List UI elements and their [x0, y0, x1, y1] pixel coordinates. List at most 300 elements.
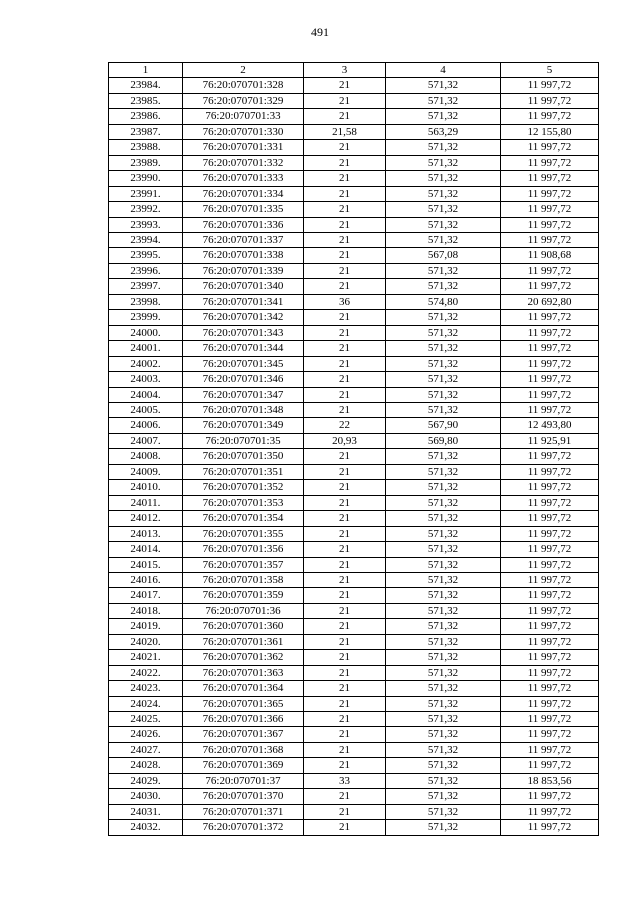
row-number-cell: 24010.: [109, 480, 183, 495]
cadastral-number-cell: 76:20:070701:369: [183, 758, 304, 773]
row-number-cell: 24009.: [109, 464, 183, 479]
area-cell: 21: [304, 634, 386, 649]
total-value-cell: 11 997,72: [501, 279, 599, 294]
row-number-cell: 23995.: [109, 248, 183, 263]
cadastral-number-cell: 76:20:070701:357: [183, 557, 304, 572]
table-row: [109, 495, 599, 510]
table-row: [109, 109, 599, 124]
table-row: [109, 140, 599, 155]
area-cell: 21: [304, 232, 386, 247]
row-number-cell: 23989.: [109, 155, 183, 170]
table-body: [109, 78, 599, 835]
total-value-cell: 11 997,72: [501, 619, 599, 634]
table-row: [109, 820, 599, 835]
row-number-cell: 24001.: [109, 341, 183, 356]
unit-value-cell: 569,80: [386, 433, 501, 448]
table-row: [109, 619, 599, 634]
area-cell: 21: [304, 804, 386, 819]
row-number-cell: 24029.: [109, 773, 183, 788]
area-cell: 21: [304, 712, 386, 727]
cadastral-number-cell: 76:20:070701:356: [183, 542, 304, 557]
table-row: [109, 557, 599, 572]
table-row: [109, 572, 599, 587]
table-header-row: [109, 63, 599, 78]
area-cell: 20,93: [304, 433, 386, 448]
row-number-cell: 24004.: [109, 387, 183, 402]
total-value-cell: 11 997,72: [501, 634, 599, 649]
row-number-cell: 24024.: [109, 696, 183, 711]
area-cell: 21: [304, 341, 386, 356]
total-value-cell: 11 997,72: [501, 542, 599, 557]
area-cell: 21: [304, 186, 386, 201]
row-number-cell: 23987.: [109, 124, 183, 139]
area-cell: 21: [304, 480, 386, 495]
unit-value-cell: 571,32: [386, 341, 501, 356]
row-number-cell: 24007.: [109, 433, 183, 448]
total-value-cell: 11 997,72: [501, 78, 599, 93]
cadastral-number-cell: 76:20:070701:343: [183, 325, 304, 340]
area-cell: 21: [304, 449, 386, 464]
unit-value-cell: 571,32: [386, 202, 501, 217]
unit-value-cell: 571,32: [386, 742, 501, 757]
table-row: [109, 124, 599, 139]
cadastral-number-cell: 76:20:070701:352: [183, 480, 304, 495]
row-number-cell: 23990.: [109, 171, 183, 186]
unit-value-cell: 571,32: [386, 665, 501, 680]
cadastral-number-cell: 76:20:070701:365: [183, 696, 304, 711]
unit-value-cell: 571,32: [386, 603, 501, 618]
unit-value-cell: 571,32: [386, 263, 501, 278]
total-value-cell: 11 997,72: [501, 325, 599, 340]
row-number-cell: 24002.: [109, 356, 183, 371]
area-cell: 21: [304, 557, 386, 572]
row-number-cell: 24014.: [109, 542, 183, 557]
table-row: [109, 773, 599, 788]
table-row: [109, 603, 599, 618]
cadastral-number-cell: 76:20:070701:367: [183, 727, 304, 742]
unit-value-cell: 571,32: [386, 712, 501, 727]
row-number-cell: 24027.: [109, 742, 183, 757]
table-row: [109, 634, 599, 649]
total-value-cell: 11 997,72: [501, 712, 599, 727]
row-number-cell: 24005.: [109, 402, 183, 417]
area-cell: 21: [304, 758, 386, 773]
table-row: [109, 650, 599, 665]
cadastral-number-cell: 76:20:070701:355: [183, 526, 304, 541]
table-row: [109, 727, 599, 742]
cadastral-number-cell: 76:20:070701:340: [183, 279, 304, 294]
total-value-cell: 12 155,80: [501, 124, 599, 139]
row-number-cell: 24025.: [109, 712, 183, 727]
area-cell: 21: [304, 665, 386, 680]
cadastral-number-cell: 76:20:070701:351: [183, 464, 304, 479]
total-value-cell: 11 997,72: [501, 109, 599, 124]
row-number-cell: 24028.: [109, 758, 183, 773]
cadastral-number-cell: 76:20:070701:337: [183, 232, 304, 247]
unit-value-cell: 571,32: [386, 820, 501, 835]
row-number-cell: 24003.: [109, 372, 183, 387]
total-value-cell: 11 997,72: [501, 310, 599, 325]
total-value-cell: 11 925,91: [501, 433, 599, 448]
total-value-cell: 11 997,72: [501, 804, 599, 819]
unit-value-cell: 571,32: [386, 511, 501, 526]
row-number-cell: 23994.: [109, 232, 183, 247]
table-row: [109, 480, 599, 495]
cadastral-number-cell: 76:20:070701:349: [183, 418, 304, 433]
cadastral-number-cell: 76:20:070701:345: [183, 356, 304, 371]
table-row: [109, 310, 599, 325]
area-cell: 21: [304, 526, 386, 541]
unit-value-cell: 571,32: [386, 634, 501, 649]
total-value-cell: 11 997,72: [501, 665, 599, 680]
cadastral-number-cell: 76:20:070701:332: [183, 155, 304, 170]
unit-value-cell: 571,32: [386, 542, 501, 557]
cadastral-number-cell: 76:20:070701:342: [183, 310, 304, 325]
cadastral-number-cell: 76:20:070701:371: [183, 804, 304, 819]
area-cell: 21: [304, 464, 386, 479]
cadastral-number-cell: 76:20:070701:361: [183, 634, 304, 649]
row-number-cell: 24030.: [109, 789, 183, 804]
unit-value-cell: 571,32: [386, 495, 501, 510]
row-number-cell: 24000.: [109, 325, 183, 340]
area-cell: 21: [304, 387, 386, 402]
total-value-cell: 20 692,80: [501, 294, 599, 309]
cadastral-number-cell: 76:20:070701:364: [183, 681, 304, 696]
area-cell: 21: [304, 789, 386, 804]
area-cell: 21: [304, 356, 386, 371]
total-value-cell: 11 997,72: [501, 356, 599, 371]
total-value-cell: 11 997,72: [501, 263, 599, 278]
column-header: 2: [183, 63, 304, 78]
unit-value-cell: 567,08: [386, 248, 501, 263]
cadastral-number-cell: 76:20:070701:370: [183, 789, 304, 804]
table-row: [109, 464, 599, 479]
row-number-cell: 24012.: [109, 511, 183, 526]
area-cell: 21: [304, 217, 386, 232]
unit-value-cell: 571,32: [386, 619, 501, 634]
table-row: [109, 387, 599, 402]
cadastral-number-cell: 76:20:070701:344: [183, 341, 304, 356]
total-value-cell: 11 997,72: [501, 217, 599, 232]
cadastral-number-cell: 76:20:070701:336: [183, 217, 304, 232]
table-row: [109, 263, 599, 278]
row-number-cell: 24020.: [109, 634, 183, 649]
unit-value-cell: 571,32: [386, 217, 501, 232]
total-value-cell: 11 997,72: [501, 557, 599, 572]
area-cell: 21: [304, 542, 386, 557]
area-cell: 21: [304, 202, 386, 217]
row-number-cell: 23992.: [109, 202, 183, 217]
area-cell: 21: [304, 727, 386, 742]
area-cell: 21: [304, 511, 386, 526]
table-row: [109, 418, 599, 433]
unit-value-cell: 571,32: [386, 140, 501, 155]
cadastral-number-cell: 76:20:070701:359: [183, 588, 304, 603]
total-value-cell: 11 908,68: [501, 248, 599, 263]
area-cell: 21: [304, 742, 386, 757]
cadastral-number-cell: 76:20:070701:341: [183, 294, 304, 309]
total-value-cell: 11 997,72: [501, 372, 599, 387]
table-row: [109, 402, 599, 417]
total-value-cell: 11 997,72: [501, 186, 599, 201]
total-value-cell: 11 997,72: [501, 341, 599, 356]
row-number-cell: 23984.: [109, 78, 183, 93]
cadastral-number-cell: 76:20:070701:330: [183, 124, 304, 139]
total-value-cell: 11 997,72: [501, 511, 599, 526]
area-cell: 21: [304, 696, 386, 711]
area-cell: 21: [304, 93, 386, 108]
area-cell: 21: [304, 279, 386, 294]
row-number-cell: 23996.: [109, 263, 183, 278]
row-number-cell: 23986.: [109, 109, 183, 124]
cadastral-number-cell: 76:20:070701:358: [183, 572, 304, 587]
total-value-cell: 11 997,72: [501, 572, 599, 587]
total-value-cell: 11 997,72: [501, 526, 599, 541]
unit-value-cell: 571,32: [386, 402, 501, 417]
table-row: [109, 325, 599, 340]
table-row: [109, 665, 599, 680]
table-row: [109, 155, 599, 170]
cadastral-number-cell: 76:20:070701:338: [183, 248, 304, 263]
table-row: [109, 742, 599, 757]
total-value-cell: 11 997,72: [501, 232, 599, 247]
table-row: [109, 542, 599, 557]
cadastral-number-cell: 76:20:070701:334: [183, 186, 304, 201]
unit-value-cell: 571,32: [386, 572, 501, 587]
cadastral-number-cell: 76:20:070701:37: [183, 773, 304, 788]
cadastral-number-cell: 76:20:070701:346: [183, 372, 304, 387]
table-row: [109, 171, 599, 186]
area-cell: 21: [304, 820, 386, 835]
cadastral-number-cell: 76:20:070701:339: [183, 263, 304, 278]
area-cell: 21: [304, 681, 386, 696]
cadastral-number-cell: 76:20:070701:363: [183, 665, 304, 680]
row-number-cell: 23997.: [109, 279, 183, 294]
unit-value-cell: 563,29: [386, 124, 501, 139]
total-value-cell: 11 997,72: [501, 202, 599, 217]
row-number-cell: 24011.: [109, 495, 183, 510]
row-number-cell: 24022.: [109, 665, 183, 680]
unit-value-cell: 571,32: [386, 155, 501, 170]
column-header: 5: [501, 63, 599, 78]
row-number-cell: 24023.: [109, 681, 183, 696]
unit-value-cell: 571,32: [386, 758, 501, 773]
cadastral-number-cell: 76:20:070701:35: [183, 433, 304, 448]
unit-value-cell: 571,32: [386, 480, 501, 495]
unit-value-cell: 571,32: [386, 325, 501, 340]
total-value-cell: 11 997,72: [501, 758, 599, 773]
area-cell: 21: [304, 248, 386, 263]
row-number-cell: 24015.: [109, 557, 183, 572]
total-value-cell: 11 997,72: [501, 140, 599, 155]
area-cell: 21,58: [304, 124, 386, 139]
cadastral-number-cell: 76:20:070701:354: [183, 511, 304, 526]
row-number-cell: 24013.: [109, 526, 183, 541]
area-cell: 33: [304, 773, 386, 788]
cadastral-number-cell: 76:20:070701:362: [183, 650, 304, 665]
total-value-cell: 11 997,72: [501, 449, 599, 464]
cadastral-number-cell: 76:20:070701:333: [183, 171, 304, 186]
area-cell: 21: [304, 572, 386, 587]
unit-value-cell: 571,32: [386, 789, 501, 804]
unit-value-cell: 571,32: [386, 356, 501, 371]
cadastral-number-cell: 76:20:070701:36: [183, 603, 304, 618]
area-cell: 21: [304, 603, 386, 618]
table-row: [109, 758, 599, 773]
table-row: [109, 588, 599, 603]
unit-value-cell: 571,32: [386, 310, 501, 325]
unit-value-cell: 571,32: [386, 449, 501, 464]
row-number-cell: 23985.: [109, 93, 183, 108]
unit-value-cell: 571,32: [386, 727, 501, 742]
total-value-cell: 11 997,72: [501, 155, 599, 170]
table-row: [109, 217, 599, 232]
unit-value-cell: 571,32: [386, 681, 501, 696]
area-cell: 21: [304, 402, 386, 417]
total-value-cell: 11 997,72: [501, 650, 599, 665]
cadastral-number-cell: 76:20:070701:360: [183, 619, 304, 634]
table-row: [109, 248, 599, 263]
unit-value-cell: 571,32: [386, 232, 501, 247]
total-value-cell: 12 493,80: [501, 418, 599, 433]
table-row: [109, 712, 599, 727]
total-value-cell: 11 997,72: [501, 696, 599, 711]
total-value-cell: 11 997,72: [501, 789, 599, 804]
table-row: [109, 511, 599, 526]
cadastral-number-cell: 76:20:070701:348: [183, 402, 304, 417]
row-number-cell: 24018.: [109, 603, 183, 618]
total-value-cell: 11 997,72: [501, 402, 599, 417]
total-value-cell: 11 997,72: [501, 820, 599, 835]
unit-value-cell: 571,32: [386, 109, 501, 124]
table-row: [109, 341, 599, 356]
area-cell: 21: [304, 140, 386, 155]
table-row: [109, 526, 599, 541]
cadastral-number-cell: 76:20:070701:368: [183, 742, 304, 757]
unit-value-cell: 571,32: [386, 464, 501, 479]
row-number-cell: 24017.: [109, 588, 183, 603]
unit-value-cell: 571,32: [386, 186, 501, 201]
row-number-cell: 23993.: [109, 217, 183, 232]
total-value-cell: 11 997,72: [501, 727, 599, 742]
total-value-cell: 18 853,56: [501, 773, 599, 788]
cadastral-number-cell: 76:20:070701:33: [183, 109, 304, 124]
total-value-cell: 11 997,72: [501, 681, 599, 696]
area-cell: 21: [304, 78, 386, 93]
table-row: [109, 449, 599, 464]
total-value-cell: 11 997,72: [501, 603, 599, 618]
unit-value-cell: 571,32: [386, 588, 501, 603]
row-number-cell: 24021.: [109, 650, 183, 665]
area-cell: 21: [304, 155, 386, 170]
total-value-cell: 11 997,72: [501, 495, 599, 510]
area-cell: 21: [304, 325, 386, 340]
unit-value-cell: 571,32: [386, 526, 501, 541]
area-cell: 36: [304, 294, 386, 309]
cadastral-number-cell: 76:20:070701:350: [183, 449, 304, 464]
area-cell: 21: [304, 495, 386, 510]
page-number: 491: [311, 25, 329, 39]
area-cell: 21: [304, 109, 386, 124]
unit-value-cell: 571,32: [386, 387, 501, 402]
total-value-cell: 11 997,72: [501, 464, 599, 479]
area-cell: 21: [304, 650, 386, 665]
column-header: 3: [304, 63, 386, 78]
unit-value-cell: 571,32: [386, 171, 501, 186]
area-cell: 21: [304, 372, 386, 387]
column-header: 1: [109, 63, 183, 78]
table-row: [109, 232, 599, 247]
row-number-cell: 23998.: [109, 294, 183, 309]
unit-value-cell: 571,32: [386, 279, 501, 294]
table-row: [109, 356, 599, 371]
area-cell: 21: [304, 263, 386, 278]
row-number-cell: 24006.: [109, 418, 183, 433]
row-number-cell: 23991.: [109, 186, 183, 201]
unit-value-cell: 571,32: [386, 773, 501, 788]
table-row: [109, 78, 599, 93]
total-value-cell: 11 997,72: [501, 480, 599, 495]
unit-value-cell: 571,32: [386, 557, 501, 572]
row-number-cell: 24032.: [109, 820, 183, 835]
area-cell: 22: [304, 418, 386, 433]
table-row: [109, 433, 599, 448]
total-value-cell: 11 997,72: [501, 588, 599, 603]
row-number-cell: 23988.: [109, 140, 183, 155]
table-row: [109, 789, 599, 804]
area-cell: 21: [304, 310, 386, 325]
row-number-cell: 23999.: [109, 310, 183, 325]
table-row: [109, 696, 599, 711]
cadastral-number-cell: 76:20:070701:372: [183, 820, 304, 835]
row-number-cell: 24026.: [109, 727, 183, 742]
unit-value-cell: 567,90: [386, 418, 501, 433]
cadastral-number-cell: 76:20:070701:366: [183, 712, 304, 727]
table-row: [109, 202, 599, 217]
row-number-cell: 24031.: [109, 804, 183, 819]
table-row: [109, 681, 599, 696]
column-header: 4: [386, 63, 501, 78]
row-number-cell: 24016.: [109, 572, 183, 587]
row-number-cell: 24008.: [109, 449, 183, 464]
unit-value-cell: 571,32: [386, 78, 501, 93]
unit-value-cell: 574,80: [386, 294, 501, 309]
data-table: [108, 62, 599, 836]
total-value-cell: 11 997,72: [501, 171, 599, 186]
row-number-cell: 24019.: [109, 619, 183, 634]
area-cell: 21: [304, 619, 386, 634]
total-value-cell: 11 997,72: [501, 742, 599, 757]
cadastral-number-cell: 76:20:070701:335: [183, 202, 304, 217]
unit-value-cell: 571,32: [386, 93, 501, 108]
total-value-cell: 11 997,72: [501, 93, 599, 108]
cadastral-number-cell: 76:20:070701:329: [183, 93, 304, 108]
cadastral-number-cell: 76:20:070701:331: [183, 140, 304, 155]
unit-value-cell: 571,32: [386, 650, 501, 665]
cadastral-number-cell: 76:20:070701:328: [183, 78, 304, 93]
unit-value-cell: 571,32: [386, 372, 501, 387]
cadastral-number-cell: 76:20:070701:353: [183, 495, 304, 510]
table-row: [109, 372, 599, 387]
unit-value-cell: 571,32: [386, 696, 501, 711]
table-row: [109, 279, 599, 294]
table-row: [109, 93, 599, 108]
area-cell: 21: [304, 588, 386, 603]
total-value-cell: 11 997,72: [501, 387, 599, 402]
table-row: [109, 294, 599, 309]
table-row: [109, 804, 599, 819]
unit-value-cell: 571,32: [386, 804, 501, 819]
